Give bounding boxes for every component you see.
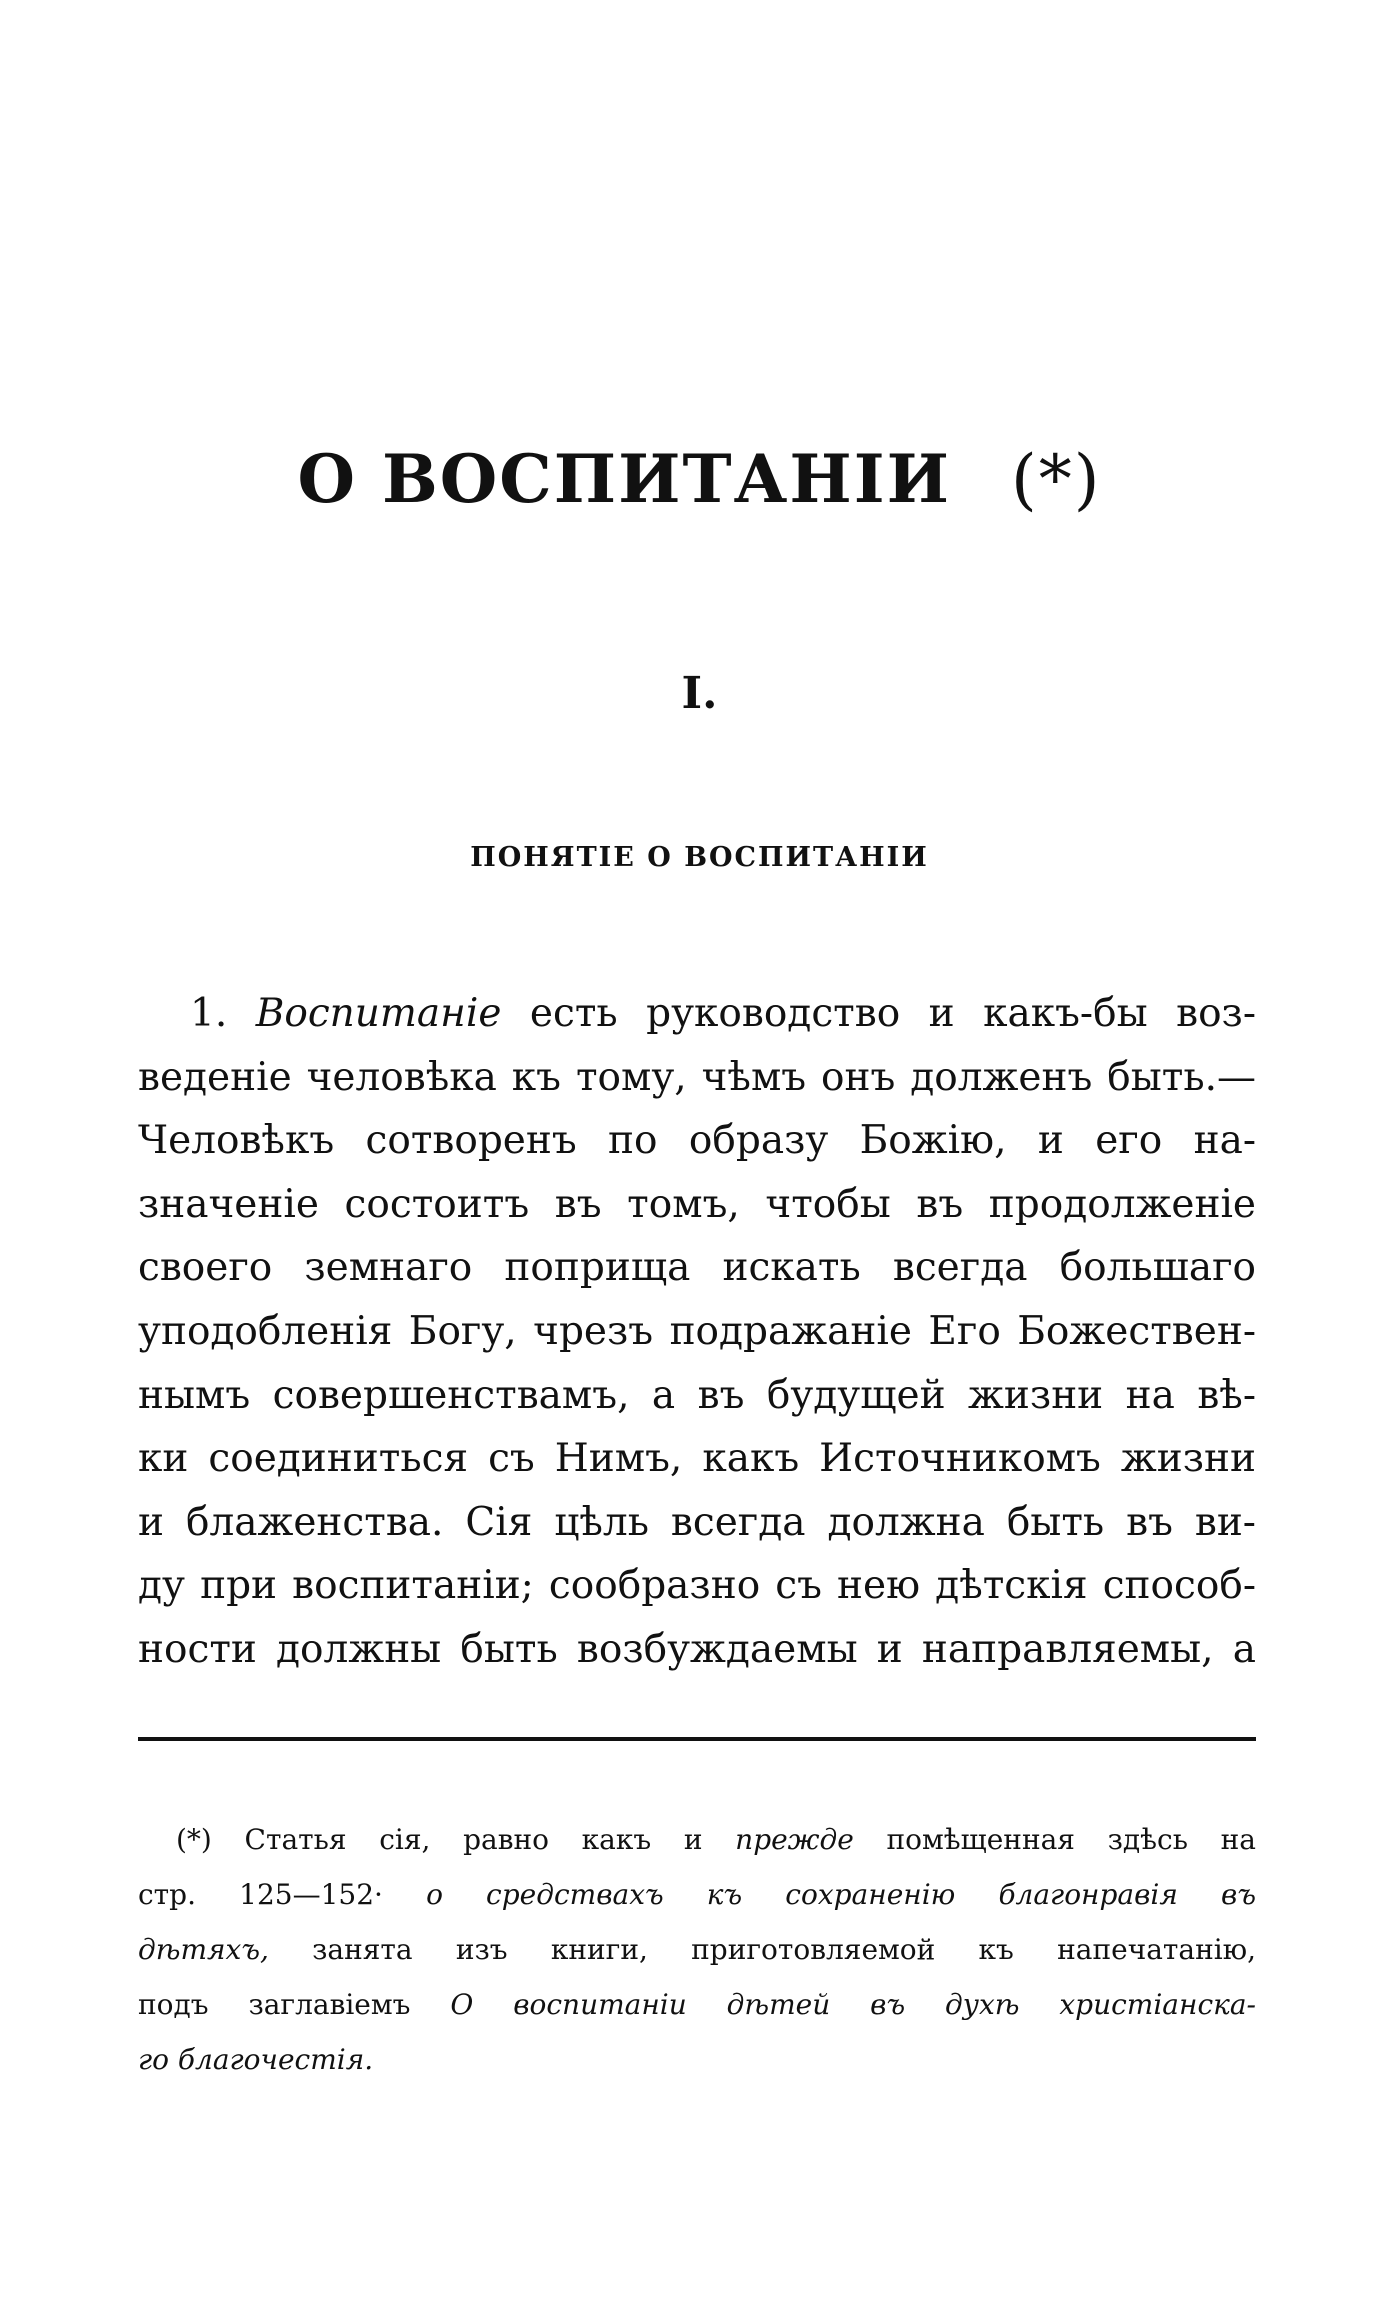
footnote-italic-text: дѣтяхъ, (138, 1933, 269, 1966)
paragraph-line (138, 982, 1256, 1046)
footnote-italic-text: прежде (735, 1823, 854, 1856)
footnote-text: занята изъ книги, приготовляемой къ напечатанію, (312, 1933, 1256, 1966)
footnote-divider (138, 1737, 1256, 1741)
footnote-line (138, 1922, 1256, 1977)
section-subtitle: ПОНЯТІЕ О ВОСПИТАНІИ (470, 842, 929, 873)
footnote-text: стр. 125—152· (138, 1878, 383, 1911)
footnote-line (138, 1812, 1256, 1867)
section-number: I. (681, 668, 718, 719)
footnote-text: подъ заглавіемъ (138, 1988, 411, 2021)
footnote-line (138, 2032, 1256, 2087)
page-title (0, 440, 1399, 518)
paragraph-line: значеніе состоитъ въ томъ, чтобы въ продолженіе (138, 1181, 1256, 1227)
paragraph-line: веденіе человѣка къ тому, чѣмъ онъ долженъ быть.— (138, 1054, 1256, 1100)
paragraph-line: своего земнаго поприща искать всегда большаго (138, 1245, 1256, 1291)
footnote-line (138, 1977, 1256, 2032)
paragraph-line: уподобленія Богу, чрезъ подражаніе Его Божествен- (138, 1308, 1256, 1354)
footnote-line (138, 1867, 1256, 1922)
paragraph-line: ду при воспитаніи; сообразно съ нею дѣтскія способ- (138, 1563, 1256, 1609)
paragraph-line: Человѣкъ сотворенъ по образу Божію, и его на- (138, 1118, 1256, 1164)
footnote-italic-text: го благочестія. (138, 2043, 374, 2076)
footnote-text: Статья сія, равно какъ и (244, 1823, 703, 1856)
footnote-italic-text: О воспитаніи дѣтей въ духѣ христіанска- (450, 1988, 1256, 2021)
footnote-text: помѣщенная здѣсь на (886, 1823, 1256, 1856)
paragraph-line: ки соединиться съ Нимъ, какъ Источникомъ жизни (138, 1436, 1256, 1482)
footnote (138, 1812, 1256, 2087)
paragraph-term: Воспитаніе (255, 991, 502, 1036)
main-paragraph (138, 982, 1256, 1682)
paragraph-number: 1. (190, 991, 228, 1036)
footnote-mark: (*) (176, 1823, 212, 1856)
title-footnote-mark: (*) (1010, 441, 1102, 518)
paragraph-line: и блаженства. Сія цѣль всегда должна быть въ ви- (138, 1499, 1256, 1545)
paragraph-line: нымъ совершенствамъ, а въ будущей жизни на вѣ- (138, 1372, 1256, 1418)
paragraph-line-text: есть руководство и какъ-бы воз- (529, 991, 1256, 1036)
footnote-italic-text: о средствахъ къ сохраненію благонравія въ (426, 1878, 1257, 1911)
page-title-text: О ВОСПИТАНІИ (297, 440, 951, 518)
paragraph-line: ности должны быть возбуждаемы и направляемы, а (138, 1626, 1256, 1672)
